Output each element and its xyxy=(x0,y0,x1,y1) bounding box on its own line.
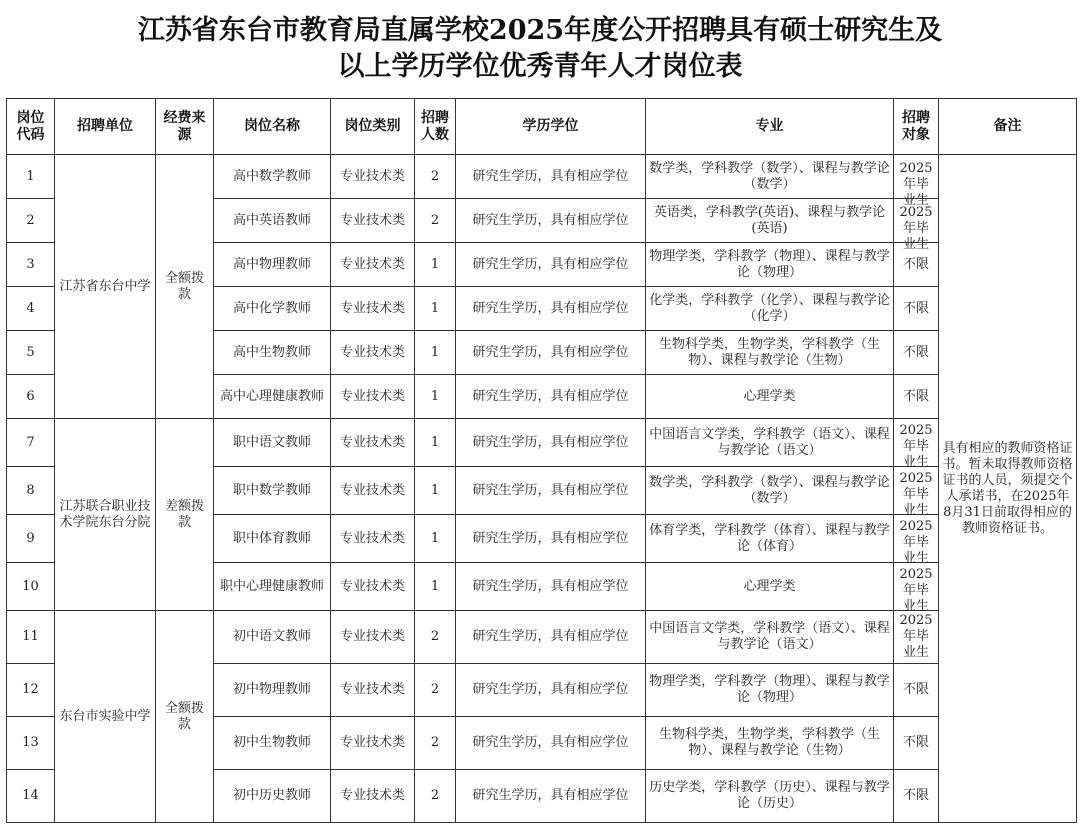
row-code: 11 xyxy=(7,611,55,664)
recruiting-unit: 东台市实验中学 xyxy=(55,611,156,823)
row-code: 5 xyxy=(7,331,55,375)
funding-source: 全额拨款 xyxy=(156,155,214,419)
row-category: 专业技术类 xyxy=(331,515,415,563)
row-major: 化学类，学科教学（化学）、课程与教学论（化学） xyxy=(646,287,894,331)
row-position: 高中化学教师 xyxy=(214,287,331,331)
row-target xyxy=(894,155,939,208)
row-position: 高中生物教师 xyxy=(214,331,331,375)
row-major: 心理学类 xyxy=(646,375,894,419)
row-count: 2 xyxy=(415,155,456,199)
row-education: 研究生学历，具有相应学位 xyxy=(456,717,646,770)
row-category: 专业技术类 xyxy=(331,375,415,419)
row-target-text: 2025年毕业生 xyxy=(899,566,933,614)
row-category: 专业技术类 xyxy=(331,243,415,287)
row-target-text: 2025年毕业生 xyxy=(899,518,933,566)
row-position: 初中历史教师 xyxy=(214,770,331,823)
row-target: 不限 xyxy=(894,770,939,823)
row-major: 体育学类，学科教学（体育）、课程与教学论（体育） xyxy=(646,515,894,563)
title-line-2: 以上学历学位优秀青年人才岗位表 xyxy=(337,50,743,82)
header-count: 招聘人数 xyxy=(415,99,456,155)
row-position: 高中心理健康教师 xyxy=(214,375,331,419)
recruiting-unit: 江苏联合职业技术学院东台分院 xyxy=(55,419,156,611)
page-title xyxy=(0,0,1080,97)
row-category: 专业技术类 xyxy=(331,199,415,243)
header-row xyxy=(7,99,1077,155)
row-position: 初中生物教师 xyxy=(214,717,331,770)
row-code: 3 xyxy=(7,243,55,287)
row-code: 10 xyxy=(7,563,55,611)
table-row xyxy=(7,155,1077,199)
row-major-text: 英语类，学科教学(英语)、课程与教学论(英语) xyxy=(653,204,886,236)
row-category: 专业技术类 xyxy=(331,770,415,823)
row-code: 2 xyxy=(7,199,55,243)
row-count: 1 xyxy=(415,375,456,419)
row-education: 研究生学历，具有相应学位 xyxy=(456,331,646,375)
row-major xyxy=(646,199,894,243)
row-category: 专业技术类 xyxy=(331,287,415,331)
row-target: 不限 xyxy=(894,287,939,331)
row-position: 高中物理教师 xyxy=(214,243,331,287)
row-position: 初中语文教师 xyxy=(214,611,331,664)
row-code: 14 xyxy=(7,770,55,823)
remark-cell: 具有相应的教师资格证书。暂未取得教师资格证书的人员，须提交个人承诺书，在2025年8月31日前取得相应的教师资格证书。 xyxy=(939,155,1077,823)
row-category: 专业技术类 xyxy=(331,664,415,717)
row-education: 研究生学历，具有相应学位 xyxy=(456,664,646,717)
row-count: 1 xyxy=(415,467,456,515)
row-target-text: 2025年毕业生 xyxy=(899,470,933,518)
row-target xyxy=(894,515,939,566)
row-code: 12 xyxy=(7,664,55,717)
row-count: 1 xyxy=(415,563,456,611)
row-code: 13 xyxy=(7,717,55,770)
row-category: 专业技术类 xyxy=(331,611,415,664)
row-position: 职中体育教师 xyxy=(214,515,331,563)
row-education: 研究生学历，具有相应学位 xyxy=(456,199,646,243)
row-target: 不限 xyxy=(894,664,939,717)
row-category: 专业技术类 xyxy=(331,331,415,375)
row-position: 初中物理教师 xyxy=(214,664,331,717)
row-major: 中国语言文学类，学科教学（语文）、课程与教学论（语文） xyxy=(646,611,894,664)
row-target-text: 2025年毕业生 xyxy=(899,204,933,252)
header-code: 岗位代码 xyxy=(7,99,55,155)
row-target xyxy=(894,199,939,252)
row-major: 生物科学类，生物学类，学科教学（生物）、课程与教学论（生物） xyxy=(646,331,894,375)
row-target: 不限 xyxy=(894,243,939,287)
row-position: 职中心理健康教师 xyxy=(214,563,331,611)
row-count: 2 xyxy=(415,770,456,823)
row-code: 4 xyxy=(7,287,55,331)
row-major: 生物科学类，生物学类，学科教学（生物）、课程与教学论（生物） xyxy=(646,717,894,770)
row-education: 研究生学历，具有相应学位 xyxy=(456,419,646,467)
row-target xyxy=(894,467,939,518)
row-position: 高中英语教师 xyxy=(214,199,331,243)
table-row xyxy=(7,611,1077,664)
row-count: 2 xyxy=(415,611,456,664)
row-major: 历史学类，学科教学（历史）、课程与教学论（历史） xyxy=(646,770,894,823)
row-major: 心理学类 xyxy=(646,563,894,611)
funding-source: 差额拨款 xyxy=(156,419,214,611)
row-position: 高中数学教师 xyxy=(214,155,331,199)
row-major: 中国语言文学类，学科教学（语文）、课程与教学论（语文） xyxy=(646,419,894,467)
row-category: 专业技术类 xyxy=(331,155,415,199)
row-target: 不限 xyxy=(894,717,939,770)
row-count: 2 xyxy=(415,664,456,717)
header-remark: 备注 xyxy=(939,99,1077,155)
recruiting-unit: 江苏省东台中学 xyxy=(55,155,156,419)
row-code: 7 xyxy=(7,419,55,467)
row-count: 1 xyxy=(415,331,456,375)
row-count: 1 xyxy=(415,419,456,467)
row-target-text: 2025年毕业生 xyxy=(899,422,933,470)
row-target: 不限 xyxy=(894,375,939,419)
row-position: 职中数学教师 xyxy=(214,467,331,515)
row-education: 研究生学历，具有相应学位 xyxy=(456,563,646,611)
position-table xyxy=(6,98,1077,823)
row-education: 研究生学历，具有相应学位 xyxy=(456,243,646,287)
row-education: 研究生学历，具有相应学位 xyxy=(456,770,646,823)
row-education: 研究生学历，具有相应学位 xyxy=(456,375,646,419)
row-count: 1 xyxy=(415,243,456,287)
row-education: 研究生学历，具有相应学位 xyxy=(456,467,646,515)
row-code: 9 xyxy=(7,515,55,563)
row-category: 专业技术类 xyxy=(331,563,415,611)
row-category: 专业技术类 xyxy=(331,467,415,515)
header-position: 岗位名称 xyxy=(214,99,331,155)
row-major: 数学类，学科教学（数学）、课程与教学论（数学） xyxy=(646,467,894,515)
row-target xyxy=(894,611,939,664)
header-funding: 经费来源 xyxy=(156,99,214,155)
row-education: 研究生学历，具有相应学位 xyxy=(456,611,646,664)
row-education: 研究生学历，具有相应学位 xyxy=(456,287,646,331)
row-major: 数学类，学科教学（数学）、课程与教学论（数学） xyxy=(646,155,894,199)
row-target: 不限 xyxy=(894,331,939,375)
row-count: 2 xyxy=(415,199,456,243)
row-count: 1 xyxy=(415,287,456,331)
row-target-text: 2025年毕业生 xyxy=(899,160,933,208)
row-major: 物理学类，学科教学（物理）、课程与教学论（物理） xyxy=(646,664,894,717)
row-education: 研究生学历，具有相应学位 xyxy=(456,515,646,563)
funding-source: 全额拨款 xyxy=(156,611,214,823)
row-education: 研究生学历，具有相应学位 xyxy=(456,155,646,199)
header-major: 专业 xyxy=(646,99,894,155)
row-count: 1 xyxy=(415,515,456,563)
header-education: 学历学位 xyxy=(456,99,646,155)
row-target xyxy=(894,563,939,614)
row-category: 专业技术类 xyxy=(331,419,415,467)
row-count: 2 xyxy=(415,717,456,770)
header-target: 招聘对象 xyxy=(894,99,939,155)
title-line-1: 江苏省东台市教育局直属学校2025年度公开招聘具有硕士研究生及 xyxy=(137,14,943,46)
row-code: 8 xyxy=(7,467,55,515)
table-row xyxy=(7,419,1077,467)
row-code: 1 xyxy=(7,155,55,199)
row-code: 6 xyxy=(7,375,55,419)
row-target xyxy=(894,419,939,470)
row-category: 专业技术类 xyxy=(331,717,415,770)
row-major: 物理学类，学科教学（物理）、课程与教学论（物理） xyxy=(646,243,894,287)
row-target-text: 2025年毕业生 xyxy=(899,613,933,660)
header-unit: 招聘单位 xyxy=(55,99,156,155)
header-category: 岗位类别 xyxy=(331,99,415,155)
row-position: 职中语文教师 xyxy=(214,419,331,467)
